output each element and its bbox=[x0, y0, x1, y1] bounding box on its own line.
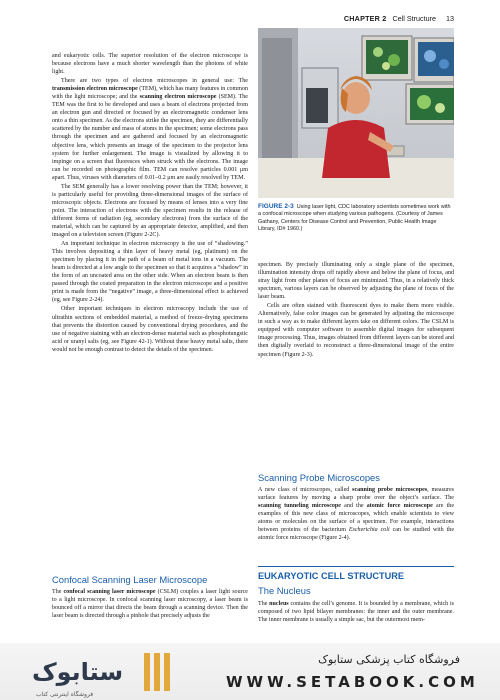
paragraph: Other important techniques in electron microscopy include the use of ultrathin sections of embedded material, a method of freeze-drying specimens that prevents the distortion caused by conventional drying procedures, and the use of negative staining with an electron-dense material such as phosphotungstic acid or uranyl salts (eg, see Figure 42-1). Without these heavy metal salts, there would not be enough contrast to detect the details of the specimen. bbox=[52, 306, 248, 353]
running-header bbox=[0, 14, 500, 28]
figure-label: FIGURE 2-3 bbox=[258, 203, 294, 210]
page-number: 13 bbox=[446, 14, 454, 23]
nucleus-paragraph: The nucleus contains the cell’s genome. It is bounded by a membrane, which is composed of two lipid bilayer membranes: the inner and the outer membrane. The inner membrane is usually a simple sac, but the outermost mem- bbox=[258, 601, 454, 624]
figure-photo bbox=[258, 28, 454, 198]
section-heading-nucleus: The Nucleus bbox=[258, 585, 311, 596]
logo-wordmark: ستابوک bbox=[32, 658, 124, 686]
figure-caption bbox=[258, 203, 454, 233]
section-heading-confocal: Confocal Scanning Laser Microscope bbox=[52, 574, 208, 585]
left-column bbox=[52, 52, 248, 355]
watermark-footer bbox=[0, 643, 500, 700]
scanning-probe-paragraph: A new class of microscopes, called scanning probe microscopes, measures surface features by moving a sharp probe over the object’s surface. The scanning tunneling microscope and the atomic force microscope are the examples of this new class of microscopes, which enable scientists to view atoms or molecules on the surface of a specimen. For example, interactions between proteins of the bacterium Escherichia coli can be studied with the atomic force microscope (Figure 2-4). bbox=[258, 487, 455, 542]
paragraph: and eukaryotic cells. The superior resolution of the electron microscope is because electrons have a much shorter wavelength than the photons of white light. bbox=[52, 53, 248, 76]
paragraph: An important technique in electron microscopy is the use of “shadowing.” This involves depositing a thin layer of heavy metal (eg, platinum) on the specimen by placing it in the path of a beam of metal ions in a vacuum. The beam is directed at a low angle to the specimen so that it acquires a “shadow” in the form of an uncoated area on the other side. When an electron beam is then passed through the coated preparation in the electron microscope and a positive print is made from the “negative” image, a three-dimensional effect is achieved (eg, see Figure 2-24). bbox=[52, 241, 248, 304]
store-url[interactable]: WWW.SETABOOK.COM bbox=[226, 673, 479, 691]
section-heading-scanning-probe: Scanning Probe Microscopes bbox=[258, 472, 380, 483]
paragraph: Cells are often stained with fluorescent dyes to make them more visible. Alternatively, false color images can be generated by adjusting the microscope in such a way as to make different layers take on different colors. The CSLM is equipped with computer software to assemble digital images for subsequent image processing. Thus, images obtained from different layers can be stored and then digitally overlaid to reconstruct a three-dimensional image of the entire specimen (Figure 2-3). bbox=[258, 303, 454, 358]
store-title: فروشگاه کتاب پزشکی ستابوک bbox=[318, 653, 460, 666]
logo-tagline: فروشگاه اینترنتی کتاب bbox=[36, 691, 94, 698]
right-column bbox=[258, 261, 454, 360]
caption-text: Using laser light, CDC laboratory scientists sometimes work with a confocal microscope when studying various pathogens. (Courtesy of James Gathany, Centers for Disease Control and Prevention, Public Health Image Library, ID# 1960.) bbox=[258, 204, 451, 232]
paragraph: There are two types of electron microscopes in general use: The transmission electron microscope (TEM), which has many features in common with the light microscope; and the scanning electron microscope (SEM). The TEM was the first to be developed and uses a beam of electrons projected from an electron gun and directed or focused by an electromagnetic condenser lens onto a thin specimen. As the electrons strike the specimen, they are differentially scattered by the number and mass of atoms in the specimen; some electrons pass through the specimen and are gathered and focused by an electromagnetic objective lens, which presents an image of the specimen to the projector lens system for further enlargement. The image is visualized by allowing it to impinge on a screen that fluoresces when struck with the electrons. The image can be recorded on photographic film. TEM can resolve particles 0.001 μm apart. Thus, viruses with diameters of 0.01–0.2 μm are easily resolved by TEM. bbox=[52, 78, 248, 181]
paragraph: The SEM generally has a lower resolving power than the TEM; however, it is particularly useful for providing three-dimensional images of the surface of microscopic objects. Electrons are focused by means of lenses into a very fine point. The interaction of electrons with the specimen results in the release of different forms of radiation (eg, secondary electrons) from the surface of the material, which can be captured by an appropriate detector, amplified, and then imaged on a television screen (Figure 2-2C). bbox=[52, 183, 248, 239]
major-section-heading: EUKARYOTIC CELL STRUCTURE bbox=[258, 566, 454, 581]
chapter-label: CHAPTER 2 Cell Structure bbox=[343, 14, 436, 23]
lab-scene-illustration bbox=[258, 28, 454, 198]
confocal-paragraph: The confocal scanning laser microscope (CSLM) couples a laser light source to a light microscope. In confocal scanning laser microscopy, a laser beam is bounced off a mirror that directs the beam through a scanning device. Then the laser beam is directed through a pinhole that precisely adjusts the bbox=[52, 589, 248, 620]
stripes-icon bbox=[140, 649, 186, 695]
setabook-logo bbox=[14, 651, 124, 698]
paragraph: specimen. By precisely illuminating only a single plane of the specimen, illumination intensity drops off rapidly above and below the plane of focus, and stray light from other planes of focus are minimized. Thus, in a relatively thick specimen, various layers can be observed by adjusting the plane of focus of the laser beam. bbox=[258, 262, 454, 301]
